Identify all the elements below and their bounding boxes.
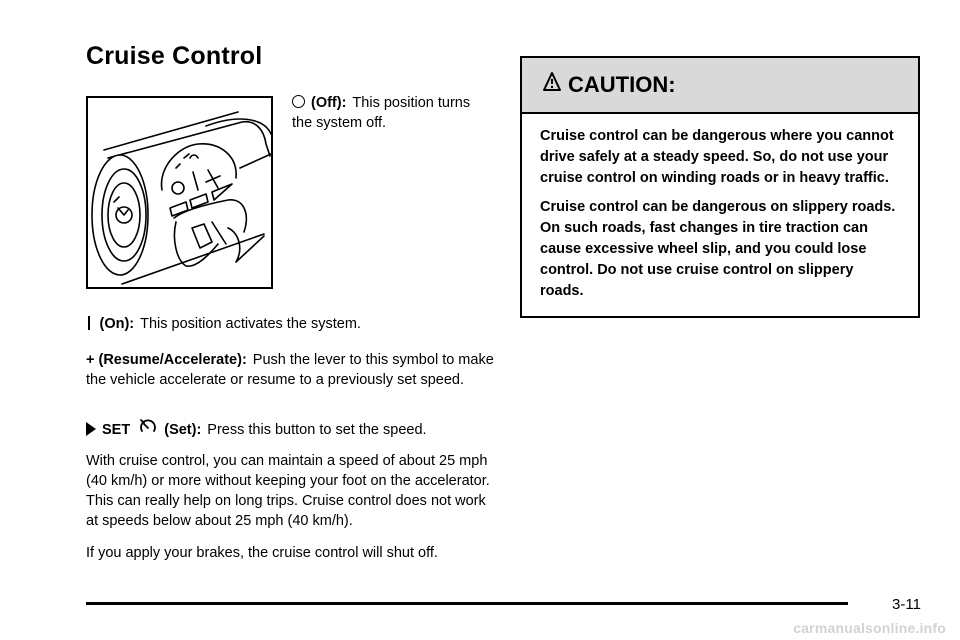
- off-description: [292, 93, 492, 133]
- pointer-arrow-icon: [86, 422, 96, 436]
- cruise-set-icon: [138, 418, 158, 438]
- circle-off-icon: [292, 95, 305, 108]
- cruise-lever-figure: [86, 96, 273, 289]
- caution-paragraph: Cruise control can be dangerous on slippery roads. On such roads, fast changes in tire traction can cause excessive wheel slip, and you could lose control. Do not use cruise control on slippery roads.: [540, 199, 896, 299]
- caution-paragraph: Cruise control can be dangerous where you cannot drive safely at a steady speed. So, do not use your cruise control on winding roads or in heavy traffic.: [540, 128, 894, 186]
- body-paragraph: If you apply your brakes, the cruise control will shut off.: [86, 545, 438, 561]
- off-label: (Off):: [311, 95, 347, 111]
- caution-heading: CAUTION:: [568, 72, 676, 97]
- on-description: [86, 314, 496, 334]
- resume-description: [86, 350, 496, 390]
- bar-on-icon: [88, 316, 90, 330]
- set-text: Press this button to set the speed.: [207, 422, 427, 438]
- caution-box: [520, 56, 920, 318]
- caution-header: [522, 58, 918, 114]
- resume-label: + (Resume/Accelerate):: [86, 352, 247, 368]
- page-title: Cruise Control: [86, 42, 263, 70]
- set-label: (Set):: [164, 422, 202, 438]
- cruise-lever-illustration: [88, 98, 271, 287]
- off-text: This position turns the system off.: [292, 95, 471, 131]
- body-paragraph: With cruise control, you can maintain a speed of about 25 mph (40 km/h) or more without keeping your foot on the accelerator. This can really help on long trips. Cruise control does not work at speeds below about 25 mph (40 km/h).: [86, 453, 490, 529]
- set-description: [86, 418, 496, 440]
- warning-triangle-icon: [542, 71, 562, 99]
- on-text: This position activates the system.: [140, 316, 361, 332]
- caution-body: [522, 114, 918, 302]
- footer-divider: [86, 602, 848, 605]
- resume-text: Push the lever to this symbol to make the vehicle accelerate or resume to a previously set speed.: [86, 352, 494, 388]
- watermark: carmanualsonline.info: [793, 620, 946, 636]
- set-prefix: SET: [102, 422, 131, 438]
- page-number: 3-11: [892, 596, 921, 613]
- on-label: (On):: [99, 316, 135, 332]
